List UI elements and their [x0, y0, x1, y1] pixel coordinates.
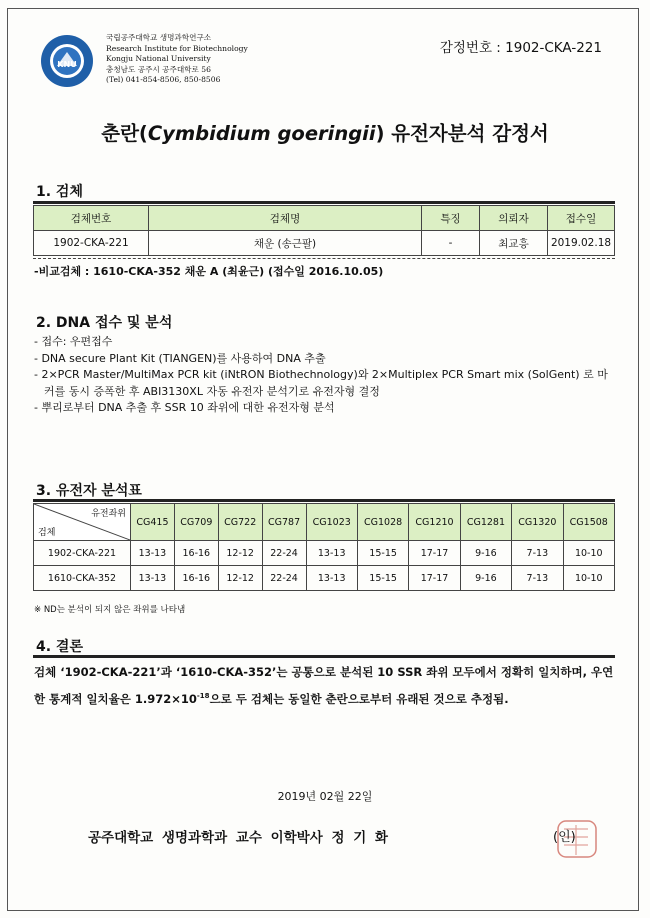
- title-prefix: 춘란(: [101, 122, 148, 145]
- issue-date: 2019년 02월 22일: [277, 790, 373, 803]
- table-cell: -: [422, 231, 480, 256]
- col-header: 검체명: [149, 206, 422, 231]
- corner-cell: [34, 504, 131, 541]
- locus-header: CG415: [131, 504, 175, 541]
- section3-rule: [33, 499, 615, 502]
- conclusion-part: 으로 두 검체는 동일한 춘란으로부터 유래된 것으로 추정됨.: [209, 691, 509, 706]
- list-item: - 뿌리로부터 DNA 추출 후 SSR 10 좌위에 대한 유전자형 분석: [34, 401, 335, 414]
- genotype-cell: 16-16: [174, 566, 218, 591]
- genotype-cell: 12-12: [218, 566, 262, 591]
- document-number: 감정번호 : 1902-CKA-221: [439, 40, 602, 56]
- genotype-cell: 9-16: [460, 541, 511, 566]
- conclusion-text: [34, 660, 616, 711]
- section1-rule: [33, 201, 615, 204]
- document-title: [0, 118, 650, 146]
- corner-bottom-label: 검체: [38, 528, 56, 538]
- section4-heading: 4. 결론: [36, 639, 83, 655]
- genotype-cell: 10-10: [563, 566, 614, 591]
- title-species: Cymbidium goeringii: [147, 122, 376, 145]
- title-suffix: ) 유전자분석 감정서: [375, 122, 549, 145]
- genotype-cell: 16-16: [174, 541, 218, 566]
- table-cell: 1902-CKA-221: [34, 231, 149, 256]
- institute-line: Research Institute for Biotechnology: [106, 43, 248, 53]
- genotype-cell: 13-13: [306, 541, 357, 566]
- genotype-cell: 9-16: [460, 566, 511, 591]
- university-logo: [40, 34, 94, 88]
- locus-header: CG1508: [563, 504, 614, 541]
- locus-header: CG709: [174, 504, 218, 541]
- section3-heading: 3. 유전자 분석표: [36, 483, 142, 499]
- locus-header: CG1023: [306, 504, 357, 541]
- table-row: [34, 541, 615, 566]
- sample-table: [33, 205, 615, 256]
- genotype-cell: 17-17: [409, 566, 460, 591]
- col-header: 특징: [422, 206, 480, 231]
- signature-line: 공주대학교 생명과학과 교수 이학박사 정 기 화: [88, 830, 388, 846]
- col-header: 의뢰자: [480, 206, 548, 231]
- genotype-cell: 12-12: [218, 541, 262, 566]
- table-cell: 최교흥: [480, 231, 548, 256]
- locus-header: CG722: [218, 504, 262, 541]
- seal-label: (인): [553, 830, 576, 845]
- table-row: [34, 566, 615, 591]
- genotype-cell: 7-13: [512, 566, 563, 591]
- genotype-table: [33, 503, 615, 591]
- institute-line: 충청남도 공주시 공주대학로 56: [106, 64, 211, 74]
- genotype-cell: 10-10: [563, 541, 614, 566]
- section4-rule: [33, 655, 615, 658]
- institute-line: 국립공주대학교 생명과학연구소: [106, 33, 212, 42]
- section1-heading: 1. 검체: [36, 184, 83, 200]
- col-header: 검체번호: [34, 206, 149, 231]
- genotype-cell: 22-24: [262, 566, 306, 591]
- list-item: - 2×PCR Master/MultiMax PCR kit (iNtRON Biothechnology)와 2×Multiplex PCR Smart mix (SolGent) 로 마커를 동시 증폭한 후 ABI3130XL 자동 유전자 분석기로 유전자형 결정: [34, 368, 608, 398]
- genotype-cell: 13-13: [131, 566, 175, 591]
- svg-text:KNU: KNU: [57, 60, 77, 69]
- sample-cell: 1902-CKA-221: [34, 541, 131, 566]
- conclusion-part: 검체 ‘1902-CKA-221’과 ‘1610-CKA-352’는 공통으로 분석된 10 SSR 좌위 모두에서 정확히 일치하며, 우연한 통계적 일치율은 1.972×10: [34, 665, 614, 706]
- table-note: ※ ND는 분석이 되지 않은 좌위를 나타냄: [34, 605, 186, 615]
- comparison-sample: -비교검체 : 1610-CKA-352 채운 A (최윤근) (접수일 2016.10.05): [34, 265, 384, 278]
- institute-line: Kongju National University: [106, 54, 211, 64]
- genotype-cell: 15-15: [357, 566, 408, 591]
- locus-header: CG1281: [460, 504, 511, 541]
- genotype-cell: 15-15: [357, 541, 408, 566]
- locus-header: CG787: [262, 504, 306, 541]
- locus-header: CG1210: [409, 504, 460, 541]
- genotype-cell: 7-13: [512, 541, 563, 566]
- dashed-divider: [33, 258, 615, 259]
- table-cell: 2019.02.18: [548, 231, 615, 256]
- institute-info: [106, 33, 248, 86]
- analysis-list: [34, 334, 614, 417]
- corner-top-label: 유전좌위: [91, 509, 126, 519]
- list-item: - 접수: 우편접수: [34, 335, 113, 348]
- institute-line: (Tel) 041-854-8506, 850-8506: [106, 75, 221, 85]
- sample-cell: 1610-CKA-352: [34, 566, 131, 591]
- genotype-cell: 13-13: [131, 541, 175, 566]
- locus-header: CG1320: [512, 504, 563, 541]
- section2-heading: 2. DNA 접수 및 분석: [36, 315, 173, 331]
- conclusion-exponent: -18: [196, 692, 210, 700]
- genotype-cell: 17-17: [409, 541, 460, 566]
- locus-header: CG1028: [357, 504, 408, 541]
- genotype-cell: 22-24: [262, 541, 306, 566]
- table-cell: 채운 (송근팔): [149, 231, 422, 256]
- genotype-cell: 13-13: [306, 566, 357, 591]
- col-header: 접수일: [548, 206, 615, 231]
- list-item: - DNA secure Plant Kit (TIANGEN)를 사용하여 DNA 추출: [34, 351, 326, 365]
